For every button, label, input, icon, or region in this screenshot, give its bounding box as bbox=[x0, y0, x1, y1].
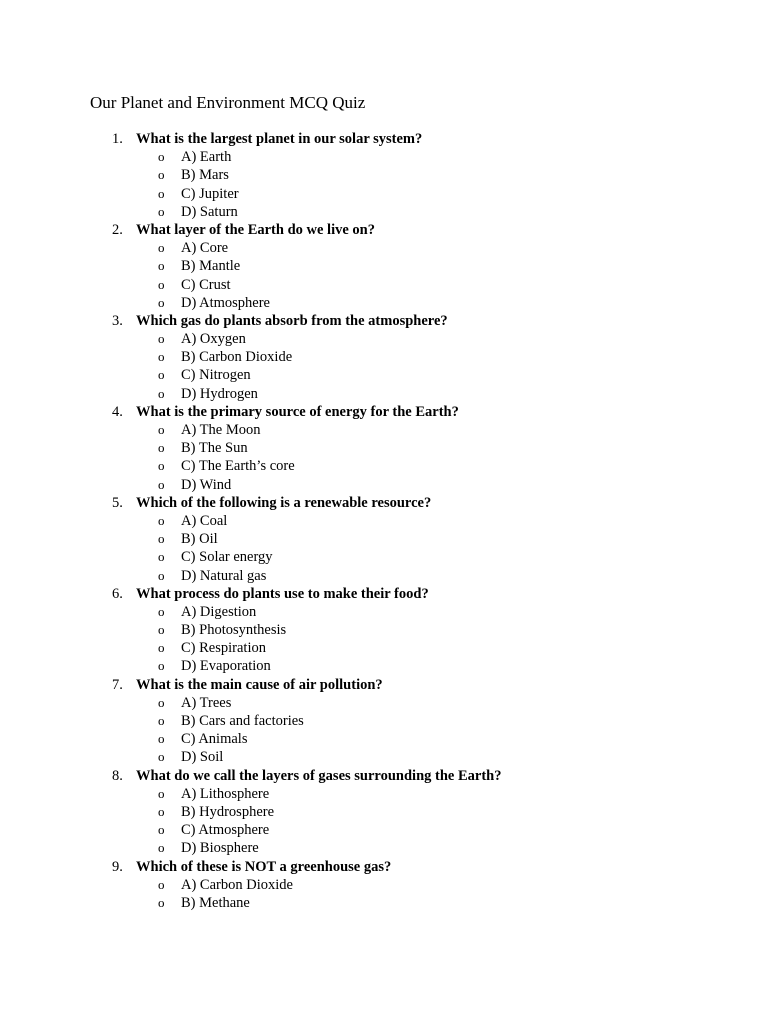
hollow-bullet-icon: o bbox=[158, 803, 165, 819]
answer-option bbox=[0, 803, 768, 821]
answer-option bbox=[0, 476, 768, 494]
answer-option bbox=[0, 185, 768, 203]
answer-option-text: D) Biosphere bbox=[181, 840, 259, 857]
hollow-bullet-icon: o bbox=[158, 731, 165, 747]
answer-option bbox=[0, 366, 768, 384]
hollow-bullet-icon: o bbox=[158, 822, 165, 838]
answer-option bbox=[0, 421, 768, 439]
question-text: What process do plants use to make their food? bbox=[136, 585, 429, 602]
answer-option bbox=[0, 166, 768, 184]
answer-option-text: A) Digestion bbox=[181, 603, 257, 620]
hollow-bullet-icon: o bbox=[158, 203, 165, 219]
question-text: What is the largest planet in our solar system? bbox=[136, 131, 423, 147]
hollow-bullet-icon: o bbox=[158, 622, 165, 638]
answer-option bbox=[0, 203, 768, 221]
hollow-bullet-icon: o bbox=[158, 840, 165, 856]
answer-option bbox=[0, 530, 768, 548]
question-line bbox=[0, 767, 768, 785]
answer-option-text: A) The Moon bbox=[181, 422, 261, 438]
answer-option-text: D) Wind bbox=[181, 476, 232, 493]
question-list bbox=[0, 130, 768, 912]
question-number: 9. bbox=[112, 858, 123, 875]
hollow-bullet-icon: o bbox=[158, 294, 165, 310]
answer-option bbox=[0, 348, 768, 366]
question-text: What layer of the Earth do we live on? bbox=[136, 221, 375, 238]
hollow-bullet-icon: o bbox=[158, 349, 165, 365]
answer-option bbox=[0, 712, 768, 730]
question-item bbox=[0, 403, 768, 494]
answer-option bbox=[0, 457, 768, 475]
answer-option-text: B) Mantle bbox=[181, 258, 241, 275]
question-number: 5. bbox=[112, 494, 123, 511]
hollow-bullet-icon: o bbox=[158, 749, 165, 765]
hollow-bullet-icon: o bbox=[158, 567, 165, 583]
answer-option-text: B) The Sun bbox=[181, 440, 248, 457]
hollow-bullet-icon: o bbox=[158, 876, 165, 892]
answer-option-text: D) Hydrogen bbox=[181, 385, 258, 402]
question-number: 8. bbox=[112, 767, 123, 784]
answer-option bbox=[0, 694, 768, 712]
hollow-bullet-icon: o bbox=[158, 658, 165, 674]
question-item bbox=[0, 585, 768, 676]
answer-option bbox=[0, 439, 768, 457]
hollow-bullet-icon: o bbox=[158, 549, 165, 565]
hollow-bullet-icon: o bbox=[158, 531, 165, 547]
hollow-bullet-icon: o bbox=[158, 785, 165, 801]
answer-option bbox=[0, 257, 768, 275]
answer-option-text: D) Atmosphere bbox=[181, 294, 270, 311]
hollow-bullet-icon: o bbox=[158, 185, 165, 201]
question-text: What do we call the layers of gases surrounding the Earth? bbox=[136, 767, 502, 784]
answer-option bbox=[0, 785, 768, 803]
answer-option-text: C) Nitrogen bbox=[181, 367, 251, 384]
answer-option-text: B) Methane bbox=[181, 894, 250, 911]
answer-option-text: C) Solar energy bbox=[181, 549, 273, 566]
question-line bbox=[0, 312, 768, 330]
answer-option-text: A) Earth bbox=[181, 149, 232, 166]
answer-option bbox=[0, 603, 768, 621]
answer-option-text: D) Soil bbox=[181, 749, 224, 766]
hollow-bullet-icon: o bbox=[158, 149, 165, 165]
answer-option-text: B) Photosynthesis bbox=[181, 622, 287, 639]
answer-option-text: C) Jupiter bbox=[181, 185, 239, 202]
hollow-bullet-icon: o bbox=[158, 713, 165, 728]
question-number: 2. bbox=[112, 221, 123, 238]
hollow-bullet-icon: o bbox=[158, 331, 165, 347]
answer-option bbox=[0, 294, 768, 312]
question-text: What is the main cause of air pollution? bbox=[136, 676, 383, 693]
question-line bbox=[0, 858, 768, 876]
hollow-bullet-icon: o bbox=[158, 240, 165, 256]
hollow-bullet-icon: o bbox=[158, 422, 165, 437]
answer-option-text: C) The Earth’s core bbox=[181, 458, 295, 475]
hollow-bullet-icon: o bbox=[158, 458, 165, 474]
question-number: 7. bbox=[112, 676, 123, 693]
question-number: 4. bbox=[112, 403, 123, 420]
hollow-bullet-icon: o bbox=[158, 894, 165, 910]
hollow-bullet-icon: o bbox=[158, 258, 165, 274]
answer-option-text: A) Trees bbox=[181, 694, 232, 711]
question-line bbox=[0, 585, 768, 603]
hollow-bullet-icon: o bbox=[158, 385, 165, 401]
answer-option-text: D) Evaporation bbox=[181, 658, 271, 675]
answer-option-text: A) Carbon Dioxide bbox=[181, 876, 293, 893]
hollow-bullet-icon: o bbox=[158, 167, 165, 183]
answer-option-text: C) Atmosphere bbox=[181, 822, 270, 839]
answer-option-text: C) Respiration bbox=[181, 640, 266, 657]
question-item bbox=[0, 676, 768, 767]
hollow-bullet-icon: o bbox=[158, 367, 165, 383]
answer-option-text: B) Cars and factories bbox=[181, 713, 304, 729]
answer-option-text: A) Coal bbox=[181, 512, 228, 529]
question-item bbox=[0, 494, 768, 585]
question-number: 1. bbox=[112, 131, 123, 147]
question-item bbox=[0, 130, 768, 221]
hollow-bullet-icon: o bbox=[158, 276, 165, 292]
answer-option bbox=[0, 148, 768, 166]
answer-option-text: D) Saturn bbox=[181, 203, 238, 220]
question-text: Which of these is NOT a greenhouse gas? bbox=[136, 858, 392, 875]
answer-option bbox=[0, 239, 768, 257]
answer-option-text: A) Lithosphere bbox=[181, 785, 270, 802]
answer-option bbox=[0, 876, 768, 894]
question-line bbox=[0, 221, 768, 239]
question-item bbox=[0, 312, 768, 403]
answer-option-text: A) Oxygen bbox=[181, 331, 246, 348]
hollow-bullet-icon: o bbox=[158, 440, 165, 456]
hollow-bullet-icon: o bbox=[158, 603, 165, 619]
question-line bbox=[0, 494, 768, 512]
question-text: Which of the following is a renewable resource? bbox=[136, 494, 432, 511]
document-title: Our Planet and Environment MCQ Quiz bbox=[90, 93, 366, 112]
hollow-bullet-icon: o bbox=[158, 640, 165, 656]
question-item bbox=[0, 767, 768, 858]
answer-option-text: D) Natural gas bbox=[181, 567, 267, 584]
hollow-bullet-icon: o bbox=[158, 476, 165, 492]
answer-option bbox=[0, 821, 768, 839]
question-item bbox=[0, 221, 768, 312]
answer-option bbox=[0, 894, 768, 912]
hollow-bullet-icon: o bbox=[158, 694, 165, 710]
question-item bbox=[0, 858, 768, 913]
answer-option-text: A) Core bbox=[181, 240, 229, 257]
hollow-bullet-icon: o bbox=[158, 512, 165, 528]
question-line bbox=[0, 403, 768, 421]
question-number: 3. bbox=[112, 312, 123, 329]
answer-option-text: B) Mars bbox=[181, 167, 229, 184]
answer-option bbox=[0, 567, 768, 585]
answer-option bbox=[0, 276, 768, 294]
answer-option-text: B) Hydrosphere bbox=[181, 803, 275, 820]
answer-option bbox=[0, 839, 768, 857]
question-number: 6. bbox=[112, 585, 123, 602]
answer-option bbox=[0, 385, 768, 403]
question-line bbox=[0, 130, 768, 148]
answer-option bbox=[0, 748, 768, 766]
answer-option bbox=[0, 548, 768, 566]
question-text: What is the primary source of energy for the Earth? bbox=[136, 403, 459, 420]
answer-option-text: C) Animals bbox=[181, 731, 248, 748]
answer-option-text: B) Carbon Dioxide bbox=[181, 349, 293, 366]
answer-option bbox=[0, 730, 768, 748]
question-line bbox=[0, 676, 768, 694]
answer-option bbox=[0, 657, 768, 675]
answer-option-text: B) Oil bbox=[181, 531, 218, 548]
answer-option-text: C) Crust bbox=[181, 276, 231, 293]
answer-option bbox=[0, 512, 768, 530]
answer-option bbox=[0, 330, 768, 348]
answer-option bbox=[0, 639, 768, 657]
question-text: Which gas do plants absorb from the atmosphere? bbox=[136, 312, 448, 329]
answer-option bbox=[0, 621, 768, 639]
